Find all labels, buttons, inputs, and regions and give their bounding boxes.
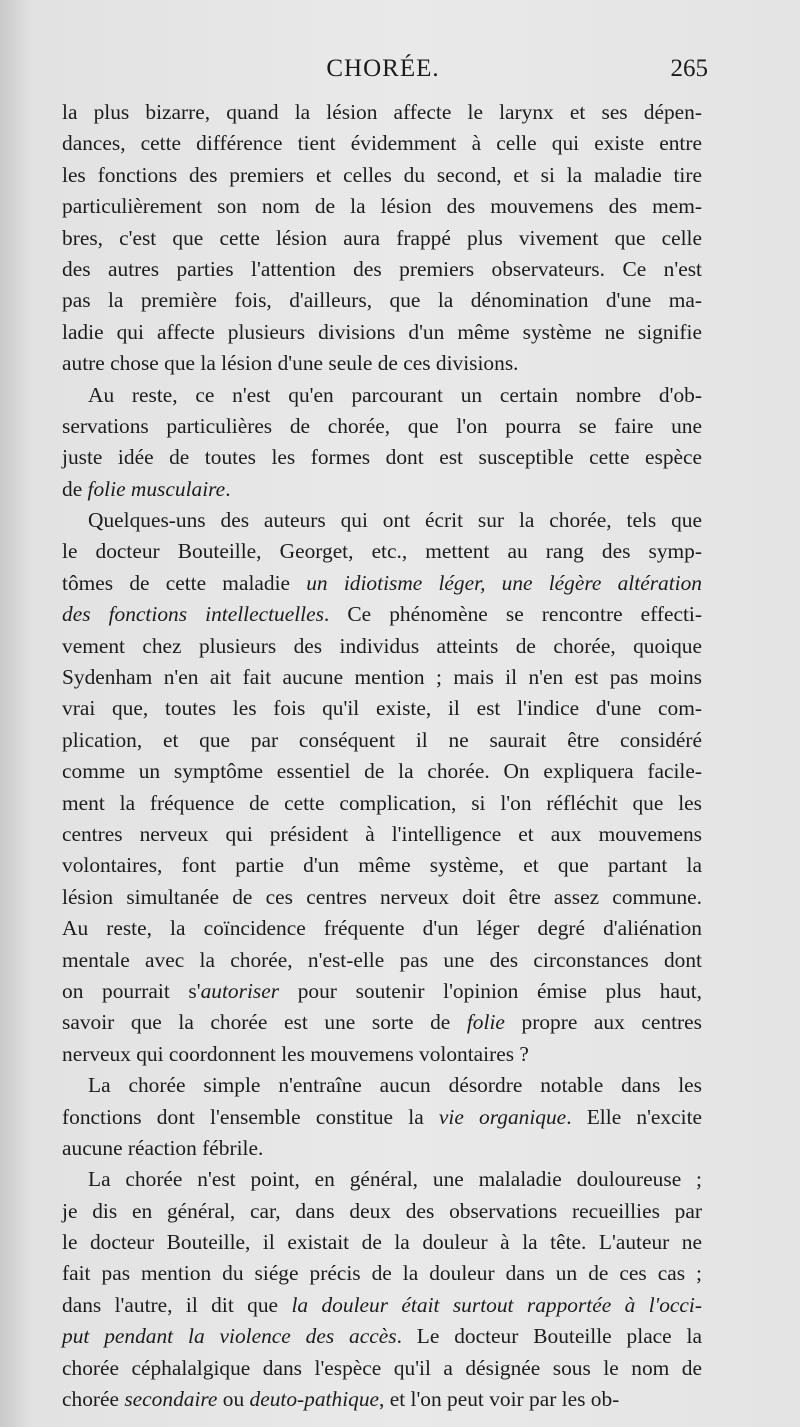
text-run: la plus bizarre, quand la lésion affecte le larynx et ses dépen- (62, 100, 702, 124)
text-run: ment la fréquence de cette complication, si l'on réfléchit que les (62, 790, 702, 815)
text-run: des autres parties l'attention des premiers observateurs. Ce n'est (62, 256, 702, 281)
running-title: CHORÉE. (326, 55, 440, 82)
text-run: . (225, 476, 231, 501)
text-line (62, 1164, 702, 1195)
text-run: les fonctions des premiers et celles du second, et si la maladie tire (62, 162, 702, 187)
text-run: , et l'on peut voir par les ob- (379, 1387, 620, 1412)
text-run: ladie qui affecte plusieurs divisions d'un même système ne signifie (62, 319, 702, 344)
text-run: de (62, 476, 88, 501)
text-run: fonctions dont l'ensemble constitue la (62, 1104, 439, 1129)
text-run: Quelques-uns des auteurs qui ont écrit sur la chorée, tels que (88, 508, 702, 533)
text-run: particulièrement son nom de la lésion des mouvemens des mem- (62, 194, 702, 219)
text-run: vement chez plusieurs des individus atteints de chorée, quoique (62, 633, 702, 658)
text-run: propre aux centres (504, 1010, 702, 1035)
text-run: . Elle n'excite (566, 1104, 703, 1129)
italic-text: un idiotisme léger, une légère altération (306, 570, 702, 595)
page-number: 265 (670, 55, 708, 82)
text-line (62, 536, 702, 567)
text-line (62, 1384, 702, 1415)
text-line (62, 631, 702, 662)
text-line (62, 1258, 702, 1289)
text-run: chorée céphalalgique dans l'espèce qu'il a désignée sous le nom de (62, 1355, 702, 1380)
text-line (62, 913, 702, 944)
italic-text: des fonctions intellectuelles (62, 602, 324, 627)
text-run: . Le docteur Bouteille place la (396, 1324, 702, 1349)
text-line (62, 285, 702, 316)
text-line (62, 1353, 702, 1384)
text-line (62, 223, 702, 254)
text-line (62, 662, 702, 693)
text-line (62, 725, 702, 756)
text-run: tômes de cette maladie (62, 570, 307, 595)
text-line (62, 1227, 702, 1258)
italic-text: folie (466, 1010, 505, 1035)
text-line (62, 317, 702, 348)
italic-text: folie musculaire (87, 476, 226, 501)
text-line (62, 788, 702, 819)
text-line (62, 1133, 702, 1164)
text-run: lésion simultanée de ces centres nerveux doit être assez commune. (62, 884, 702, 909)
text-line (62, 348, 702, 379)
text-run: ou (217, 1387, 250, 1412)
text-run: aucune réaction fébrile. (62, 1135, 264, 1160)
text-run: pour soutenir l'opinion émise plus haut, (279, 978, 702, 1003)
italic-text: secondaire (124, 1387, 218, 1412)
text-line (62, 380, 702, 411)
running-head (58, 55, 708, 91)
text-run: plication, et que par conséquent il ne saurait être considéré (62, 727, 702, 752)
text-line (62, 945, 702, 976)
text-line (62, 882, 702, 913)
text-line (62, 505, 702, 536)
text-run: le docteur Bouteille, il existait de la douleur à la tête. L'auteur ne (62, 1230, 702, 1255)
text-run: le docteur Bouteille, Georget, etc., mettent au rang des symp- (62, 539, 702, 564)
text-run: Au reste, ce n'est qu'en parcourant un certain nombre d'ob- (88, 382, 702, 407)
text-run: mentale avec la chorée, n'est-elle pas une des circonstances dont (62, 947, 702, 972)
text-run: volontaires, font partie d'un même système, et que partant la (62, 853, 702, 878)
text-run: savoir que la chorée est une sorte de (62, 1010, 467, 1035)
italic-text: deuto-pathique (249, 1387, 380, 1412)
text-line (62, 474, 702, 505)
text-run: on pourrait s' (62, 978, 201, 1003)
text-run: centres nerveux qui président à l'intelligence et aux mouvemens (62, 821, 702, 846)
text-run: juste idée de toutes les formes dont est susceptible cette espèce (62, 445, 702, 470)
text-run: vrai que, toutes les fois qu'il existe, il est l'indice d'une com- (62, 696, 702, 721)
body-text (62, 97, 702, 1415)
text-line (62, 599, 702, 630)
text-line (62, 442, 702, 473)
text-line (62, 1290, 702, 1321)
text-line (62, 1102, 702, 1133)
text-line (62, 819, 702, 850)
text-line (62, 1039, 702, 1070)
text-line (62, 756, 702, 787)
text-line (62, 568, 702, 599)
text-run: bres, c'est que cette lésion aura frappé plus vivement que celle (62, 225, 702, 250)
text-run: je dis en général, car, dans deux des observations recueillies par (62, 1198, 702, 1223)
text-run: . Ce phénomène se rencontre effecti- (323, 602, 703, 627)
text-line (62, 1321, 702, 1352)
text-line (62, 254, 702, 285)
italic-text: put pendant la violence des accès (62, 1324, 397, 1349)
text-run: nerveux qui coordonnent les mouvemens volontaires ? (62, 1041, 529, 1066)
text-line (62, 693, 702, 724)
text-run: fait pas mention du siége précis de la douleur dans un de ces cas ; (62, 1261, 702, 1286)
text-run: pas la première fois, d'ailleurs, que la dénomination d'une ma- (62, 288, 702, 313)
italic-text: vie organique (438, 1104, 567, 1129)
text-line (62, 1007, 702, 1038)
text-run: comme un symptôme essentiel de la chorée. On expliquera facile- (62, 759, 702, 784)
text-run: dances, cette différence tient évidemment à celle qui existe entre (62, 131, 702, 156)
text-line (62, 128, 702, 159)
italic-text: autoriser (200, 978, 280, 1003)
text-line (62, 160, 702, 191)
italic-text: la douleur était surtout rapportée à l'occi- (291, 1292, 702, 1317)
text-run: servations particulières de chorée, que l'on pourra se faire une (62, 413, 702, 438)
text-line (62, 976, 702, 1007)
text-line (62, 850, 702, 881)
text-line (62, 97, 702, 128)
text-line (62, 191, 702, 222)
text-line (62, 411, 702, 442)
text-run: La chorée n'est point, en général, une malaladie douloureuse ; (88, 1167, 702, 1192)
text-run: dans l'autre, il dit que (62, 1292, 292, 1317)
text-line (62, 1070, 702, 1101)
text-run: chorée (62, 1387, 125, 1412)
text-run: La chorée simple n'entraîne aucun désordre notable dans les (88, 1073, 702, 1098)
text-line (62, 1196, 702, 1227)
text-run: Sydenham n'en ait fait aucune mention ; mais il n'en est pas moins (62, 665, 702, 690)
text-run: autre chose que la lésion d'une seule de ces divisions. (62, 351, 519, 376)
text-run: Au reste, la coïncidence fréquente d'un léger degré d'aliénation (62, 916, 702, 941)
